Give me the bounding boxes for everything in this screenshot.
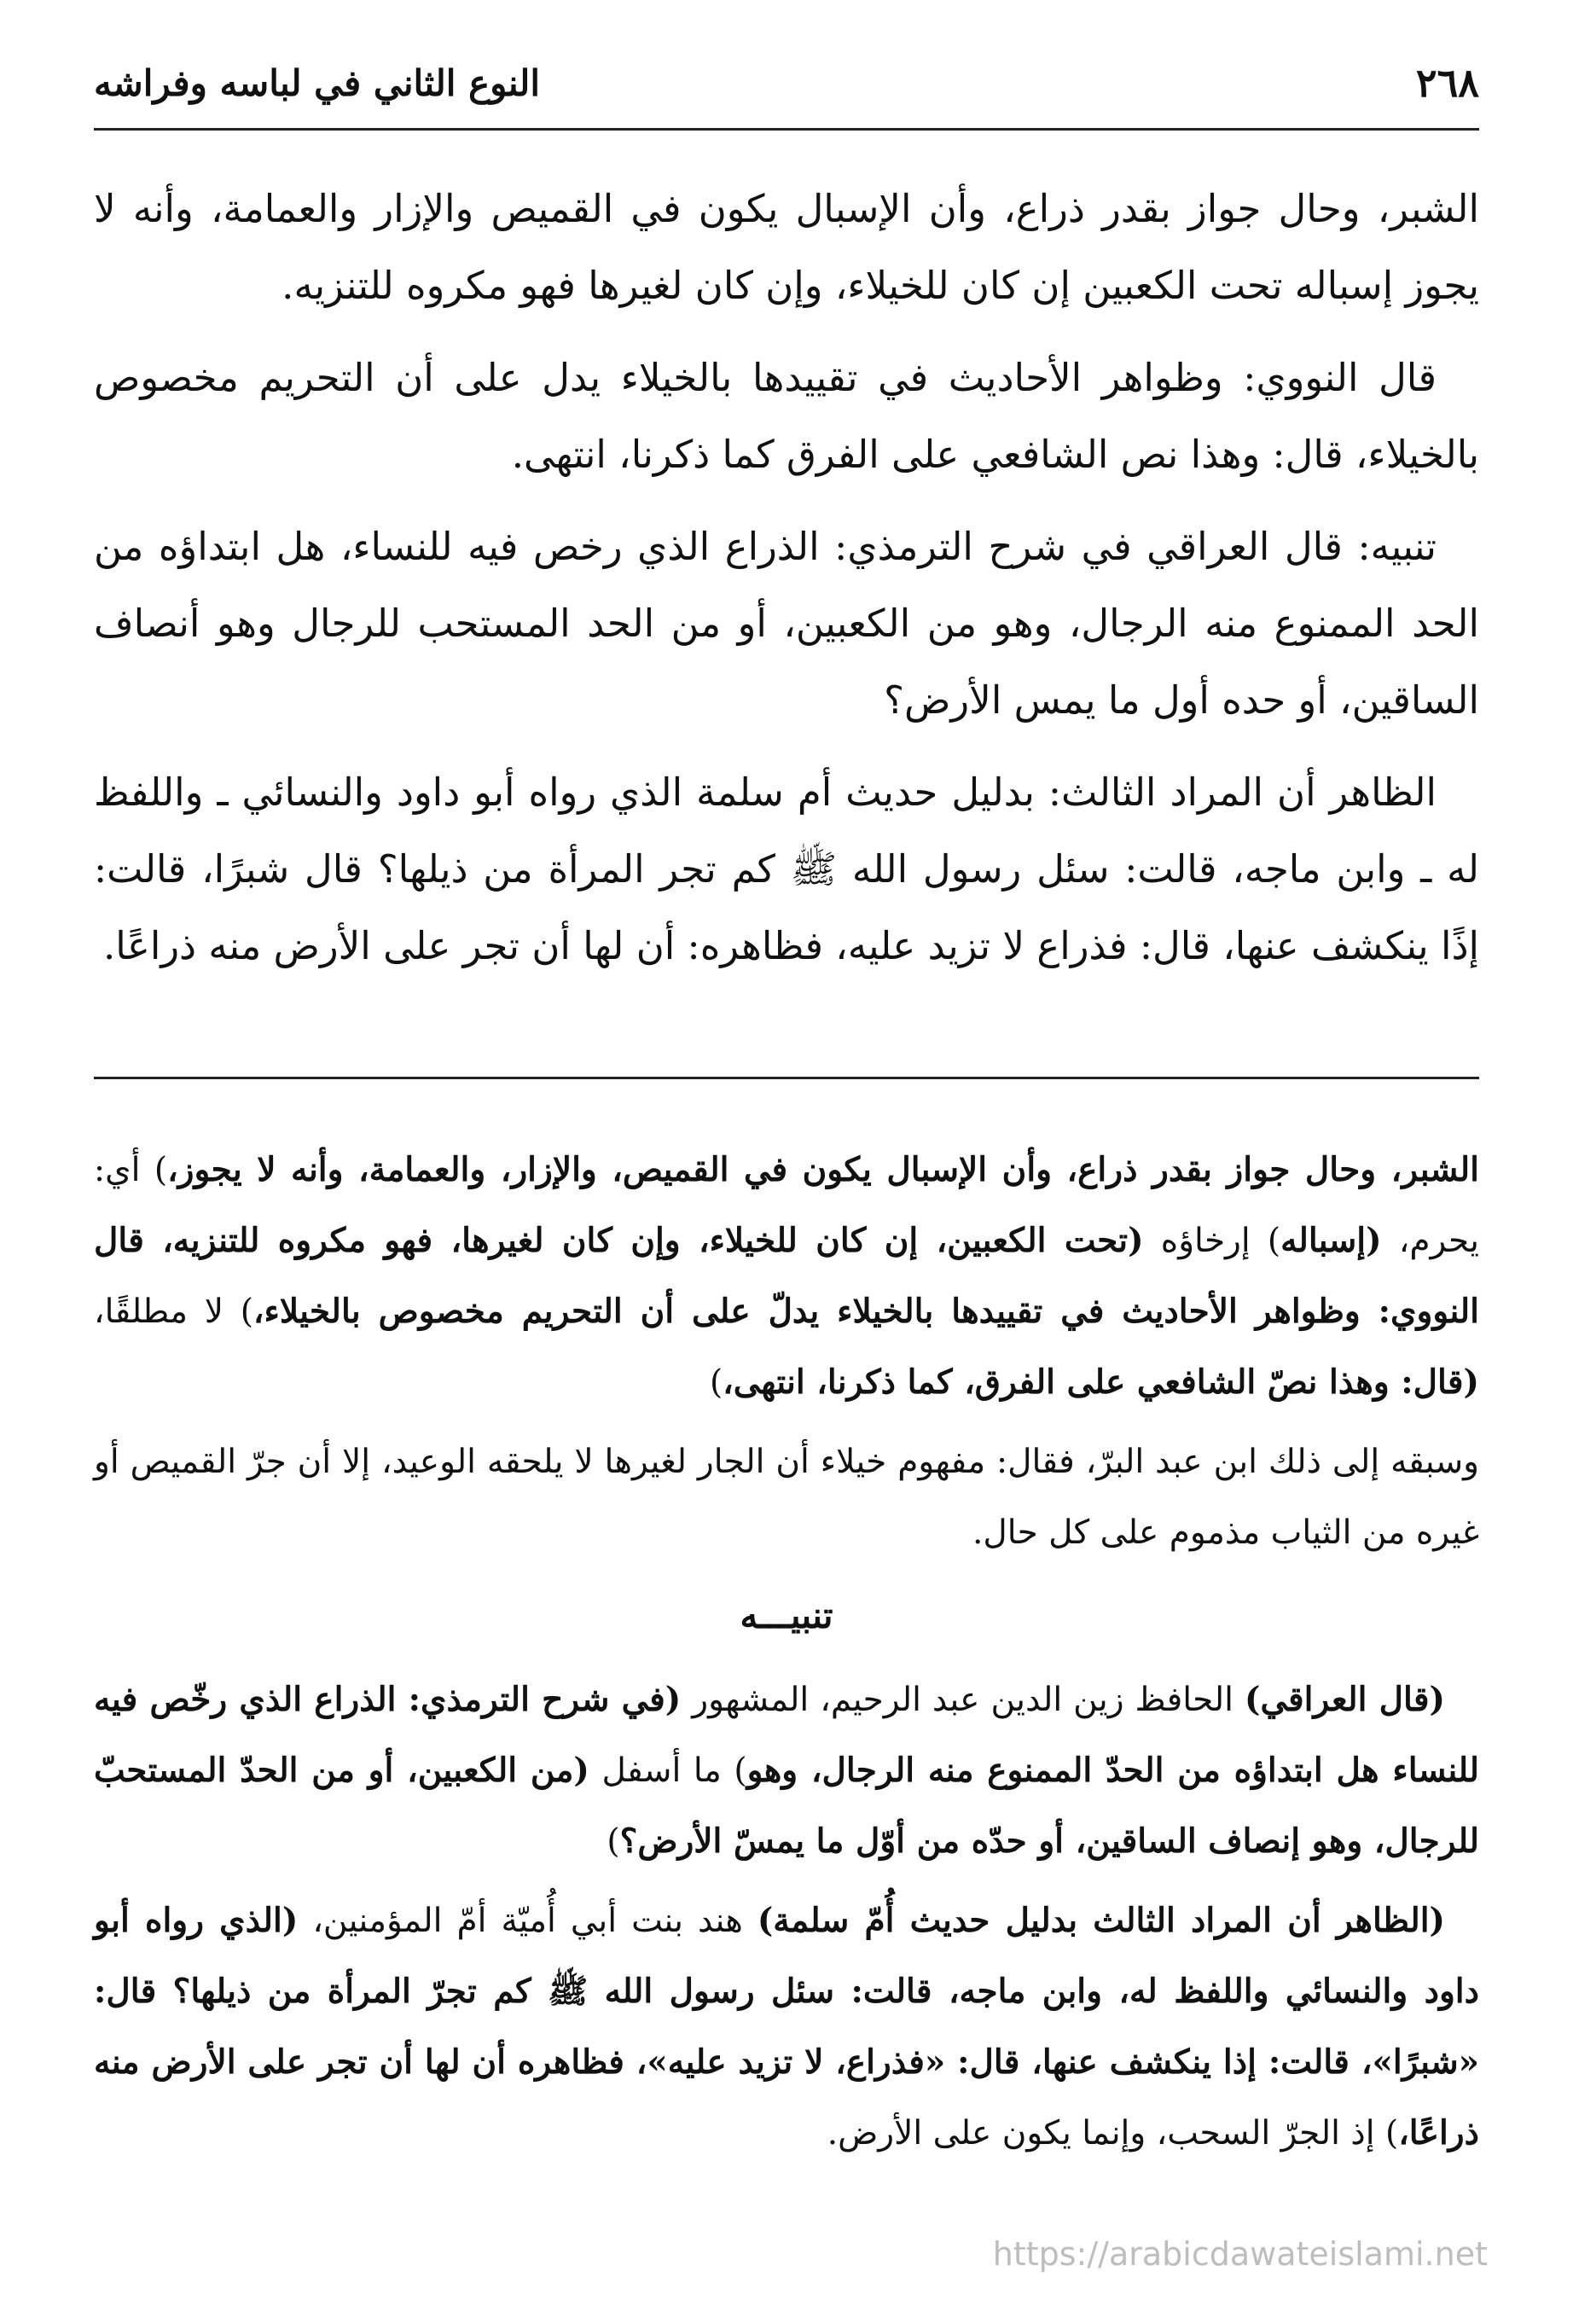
header-rule (94, 128, 1479, 131)
main-paragraph: الظاهر أن المراد الثالث: بدليل حديث أم سلمة الذي رواه أبو داود والنسائي ـ واللفظ له ـ وابن ماجه، قالت: سئل رسول الله ﷺ كم تجر المرأة من ذيلها؟ قال شبرًا، قالت: إذًا ينكشف عنها، قال: فذراع لا تزيد عليه، فظاهره: أن لها أن تجر على الأرض منه ذراعًا. (94, 770, 1479, 968)
quoted-text: (تحت الكعبين، إن كان للخيلاء، وإن كان لغيرها، فهو مكروه للتنزيه، قال النووي: وظواهر الأحاديث في تقييدها بالخيلاء يدلّ على أن التحريم مخصوص بالخيلاء، (94, 1221, 1479, 1331)
main-paragraph: تنبيه: قال العراقي في شرح الترمذي: الذراع الذي رخص فيه للنساء، هل ابتداؤه من الحد الممنوع منه الرجال، وهو من الكعبين، أو من الحد المستحب للرجال وهو أنصاف الساقين، أو حده أول ما يمس الأرض؟ (94, 524, 1479, 723)
gloss-text: ) (607, 1822, 620, 1861)
main-paragraph: قال النووي: وظواهر الأحاديث في تقييدها بالخيلاء يدل على أن التحريم مخصوص بالخيلاء، قال: وهذا نص الشافعي على الفرق كما ذكرنا، انتهى. (94, 355, 1479, 477)
page-header (94, 53, 1479, 113)
text-commentary-divider (94, 1077, 1479, 1079)
commentary-paragraph: وسبقه إلى ذلك ابن عبد البرّ، فقال: مفهوم خيلاء أن الجار لغيرها لا يلحقه الوعيد، إلا أن جرّ القميص أو غيره من الثياب مذموم على كل حال. (94, 1443, 1479, 1552)
commentary-paragraph (94, 1135, 1479, 1418)
commentary-text (94, 1135, 1479, 2177)
quoted-text: (من الكعبين، أو من الحدّ المستحبّ للرجال، وهو إنصاف الساقين، أو حدّه من أوّل ما يمسّ الأرض؟ (94, 1751, 1479, 1861)
quoted-text: (الظاهر أن المراد الثالث بدليل حديث أُمّ سلمة) (757, 1901, 1445, 1940)
gloss-text: ) إذ الجرّ السحب، وإنما يكون على الأرض. (827, 2114, 1399, 2153)
gloss-text: الحافظ زين الدين عبد الرحيم، المشهور (681, 1681, 1245, 1719)
gloss-text: ) إرخاؤه (1143, 1222, 1281, 1260)
quoted-text: (قال العراقي) (1245, 1680, 1445, 1719)
quoted-text: (قال: وهذا نصّ الشافعي على الفرق، كما ذكرنا، انتهى، (723, 1362, 1479, 1402)
quoted-text: (إسباله (1280, 1221, 1382, 1260)
main-text (94, 171, 1479, 1000)
main-paragraph: الشبر، وحال جواز بقدر ذراع، وأن الإسبال يكون في القميص والإزار والعمامة، وأنه لا يجوز إسباله تحت الكعبين إن كان للخيلاء، وإن كان لغيرها فهو مكروه للتنزيه. (94, 186, 1479, 308)
commentary-paragraph (94, 1885, 1479, 2169)
commentary-paragraph (94, 1665, 1479, 1877)
quoted-text: (الذي رواه أبو داود والنسائي واللفظ له، وابن ماجه، قالت: سئل رسول الله ﷺ كم تجرّ المرأة من ذيلها؟ قال: «شبرًا»، قالت: إذا ينكشف عنها، قال: «فذراع، لا تزيد عليه»، فظاهره أن لها أن تجر على الأرض منه ذراعًا، (94, 1901, 1479, 2153)
gloss-text: ) أي: يحرم، (94, 1151, 1480, 1260)
gloss-text: ) ما أسفل (589, 1752, 747, 1790)
quoted-text: (في شرح الترمذي: الذراع الذي رخّص فيه للنساء هل ابتداؤه من الحدّ الممنوع منه الرجال، وهو (94, 1680, 1479, 1790)
gloss-text: ) (709, 1363, 723, 1402)
running-title: النوع الثاني في لباسه وفراشه (94, 61, 540, 104)
watermark-url: https://arabicdawateislami.net (992, 2235, 1488, 2273)
section-heading: تنبيـــه (740, 1595, 833, 1636)
quoted-text: الشبر، وحال جواز بقدر ذراع، وأن الإسبال يكون في القميص، والإزار، والعمامة، وأنه لا يجوز، (167, 1150, 1479, 1189)
gloss-text: هند بنت أبي أُميّة أمّ المؤمنين، (298, 1902, 757, 1940)
page-number: ٢٦٨ (1415, 60, 1479, 106)
gloss-text: ) لا مطلقًا، (94, 1293, 253, 1331)
